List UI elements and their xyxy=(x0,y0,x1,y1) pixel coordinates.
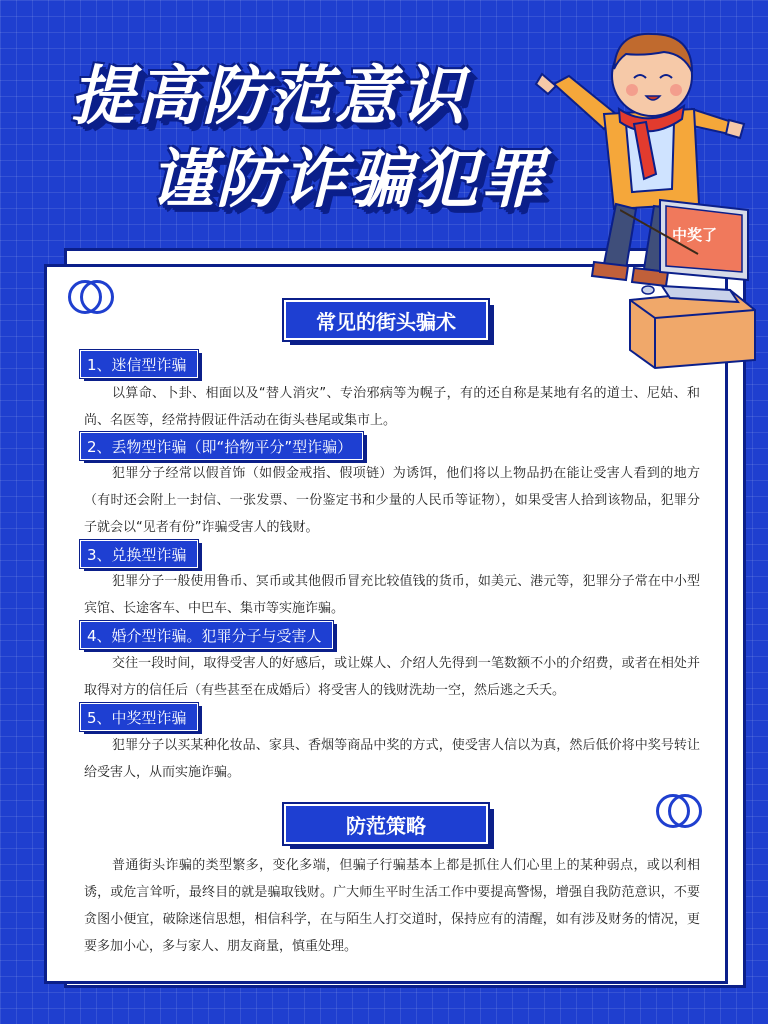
item-heading-1: 1、迷信型诈骗 xyxy=(80,350,198,378)
title-line-2: 谨防诈骗犯罪 xyxy=(150,143,546,217)
item-text-1: 以算命、卜卦、相面以及“替人消灾”、专治邪病等为幌子，有的还自称是某地有名的道士、尼姑、和尚、名医等，经常持假证件活动在街头巷尾或集市上。 xyxy=(84,386,700,428)
item-text-3: 犯罪分子一般使用鲁币、冥币或其他假币冒充比较值钱的货币，如美元、港元等，犯罪分子常在中小型宾馆、长途客车、中巴车、集市等实施诈骗。 xyxy=(84,574,700,616)
item-text-5: 犯罪分子以买某种化妆品、家具、香烟等商品中奖的方式，使受害人信以为真，然后低价将中奖号转让给受害人，从而实施诈骗。 xyxy=(84,738,700,780)
computer-desk-illustration xyxy=(620,190,760,370)
prevention-text: 普通街头诈骗的类型繁多，变化多端，但骗子行骗基本上都是抓住人们心里上的某种弱点，或以利相诱，或危言耸听，最终目的就是骗取钱财。广大师生平时生活工作中要提高警惕，增强自我防范意识，不要贪图小便宜，破除迷信思想，相信科学，在与陌生人打交道时，保持应有的清醒，如有涉及财务的情况，更要多加小心，多与家人、朋友商量，慎重处理。 xyxy=(84,858,700,954)
item-text-4: 交往一段时间，取得受害人的好感后，或让媒人、介绍人先得到一笔数额不小的介绍费，或者在相处并取得对方的信任后（有些甚至在成婚后）将受害人的钱财洗劫一空，然后逃之夭夭。 xyxy=(84,656,700,698)
title-line-1: 提高防范意识 xyxy=(70,60,466,134)
item-heading-5: 5、中奖型诈骗 xyxy=(80,703,198,731)
item-heading-3: 3、兑换型诈骗 xyxy=(80,540,198,568)
item-heading-2: 2、丢物型诈骗（即“拾物平分”型诈骗） xyxy=(80,432,363,460)
section-header-tricks: 常见的街头骗术 xyxy=(284,300,488,340)
item-heading-4: 4、婚介型诈骗。犯罪分子与受害人 xyxy=(80,621,333,649)
item-text-2: 犯罪分子经常以假首饰（如假金戒指、假项链）为诱饵，他们将以上物品扔在能让受害人看到的地方（有时还会附上一封信、一张发票、一份鉴定书和少量的人民币等证物），如果受害人拾到该物品，犯罪分子就会以“见者有份”诈骗受害人的钱财。 xyxy=(84,466,700,535)
section-header-prevention: 防范策略 xyxy=(284,804,488,844)
screen-label: 中奖了 xyxy=(672,226,718,244)
